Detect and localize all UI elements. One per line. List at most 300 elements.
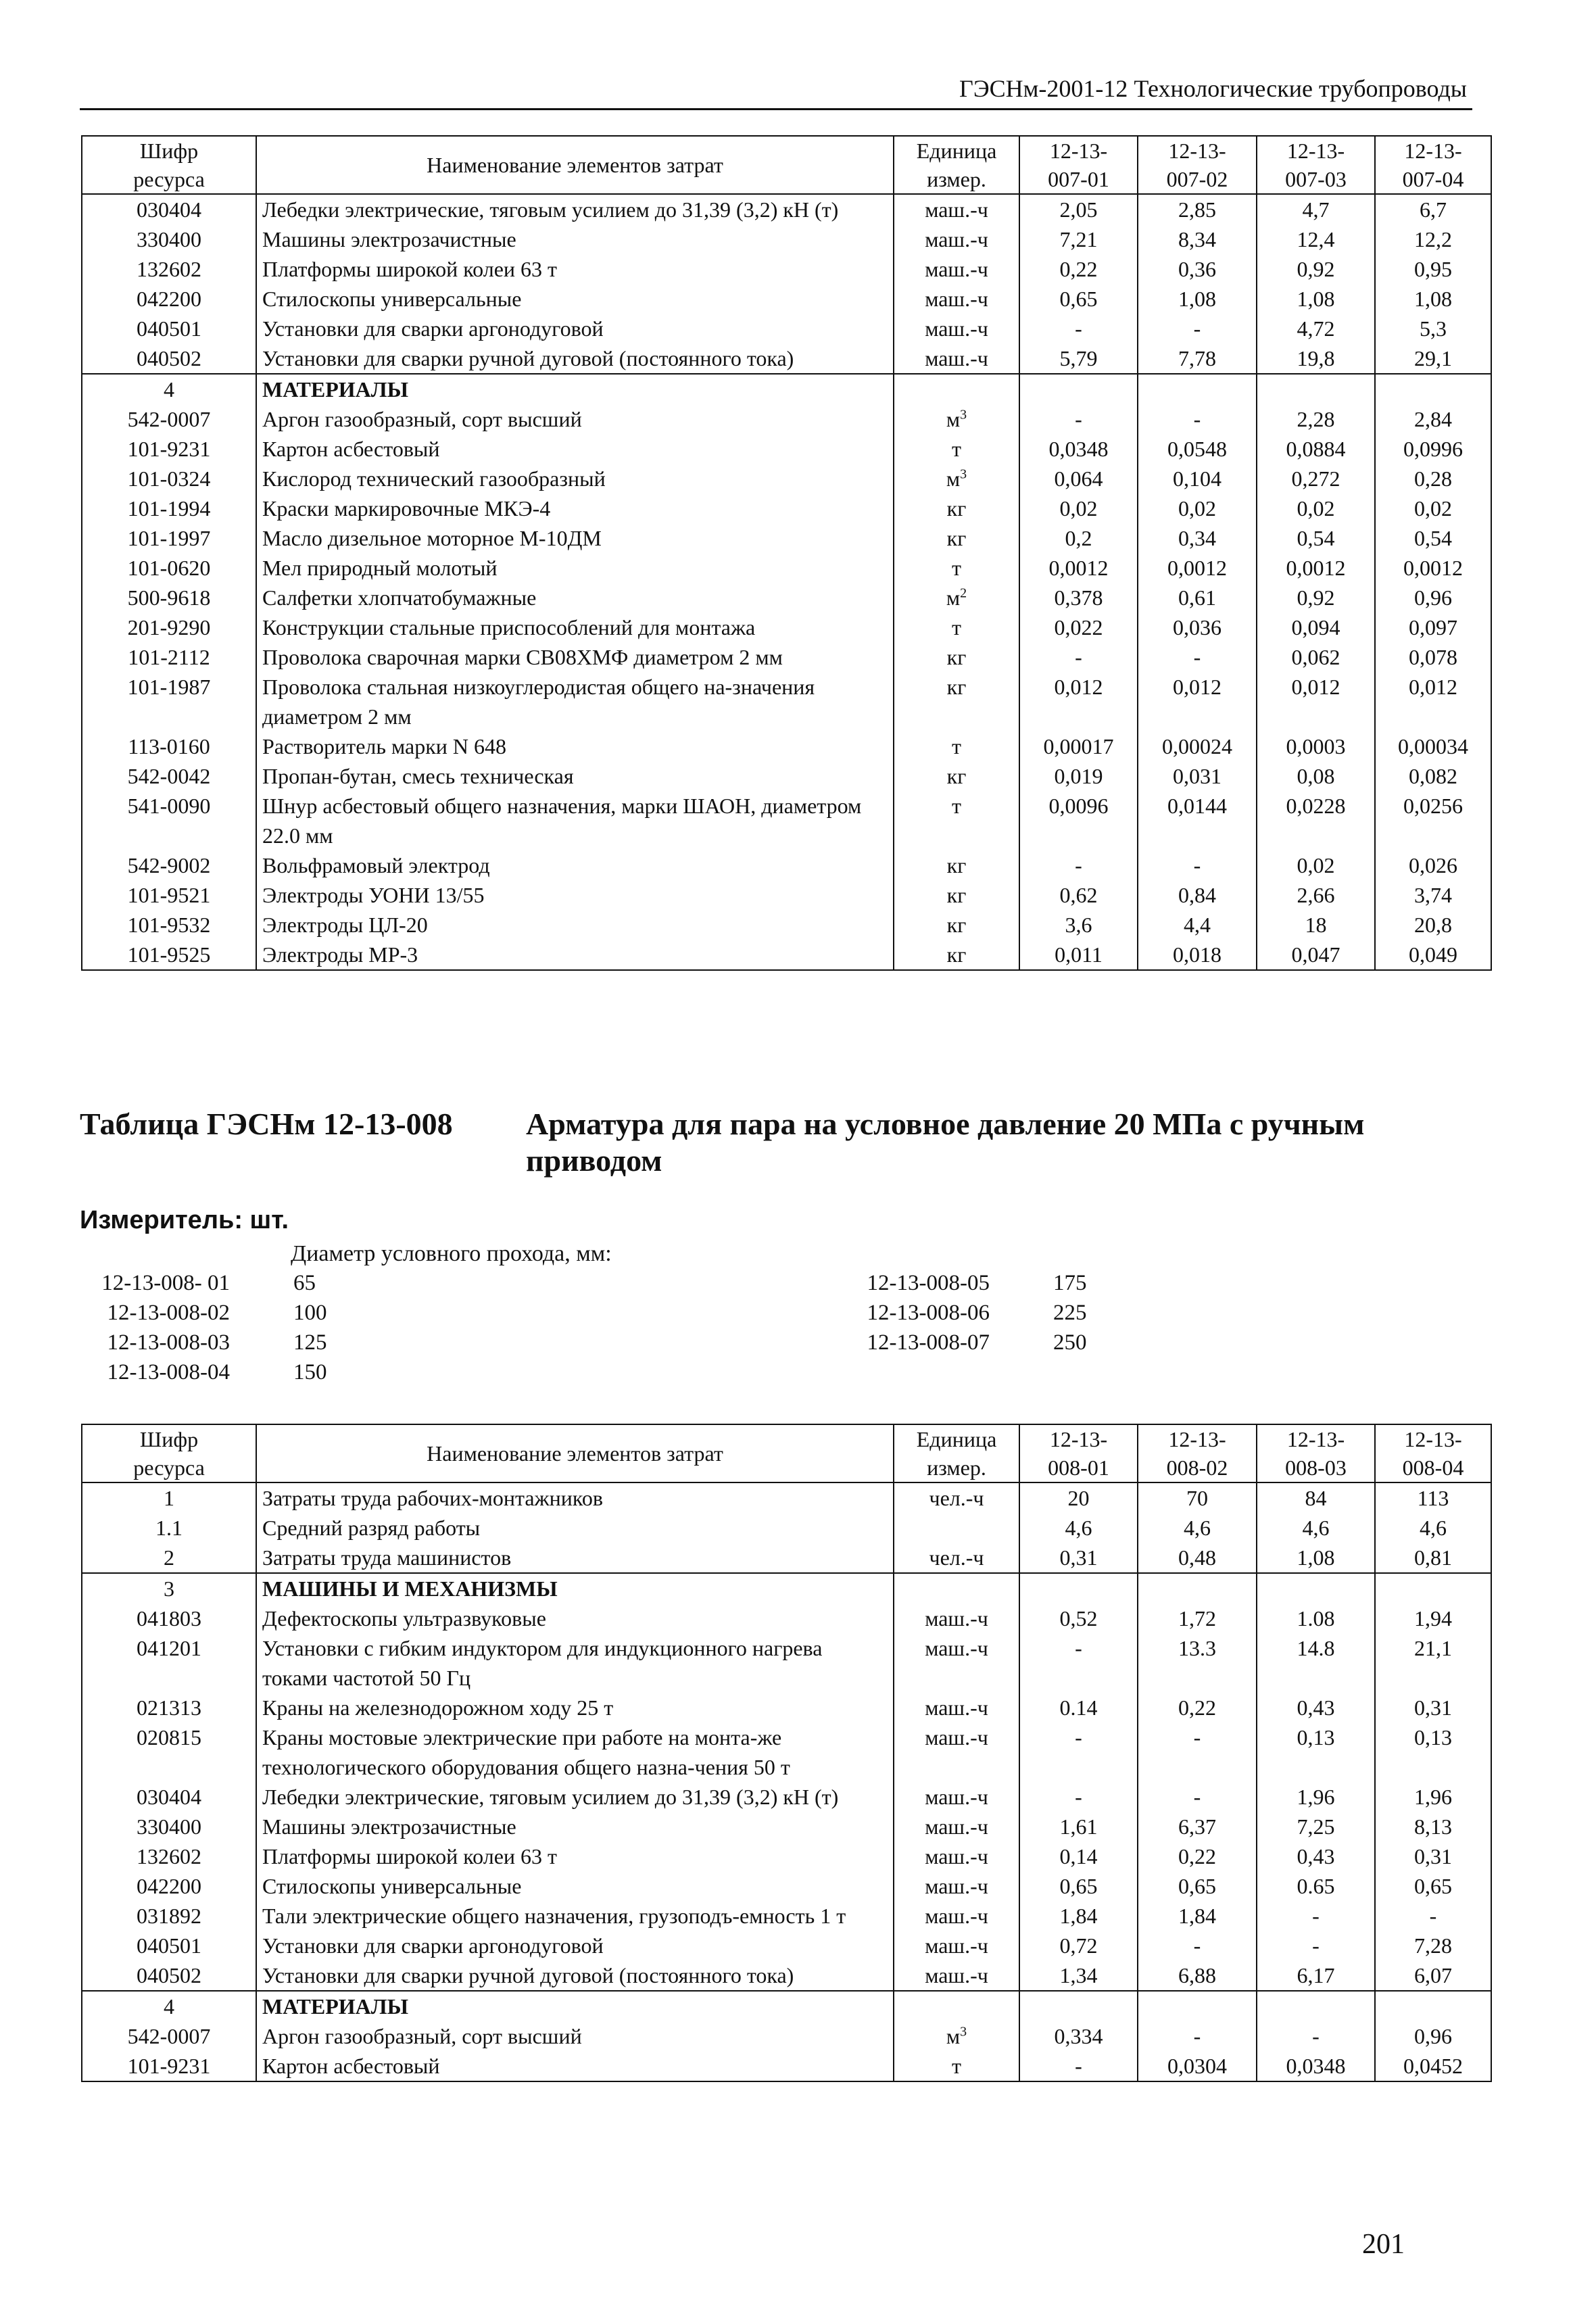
header-col-1: 12-13- 008-01 [1019, 1424, 1138, 1482]
table-row [82, 583, 1491, 612]
unit-text: кг [946, 853, 967, 877]
value-cell: 2,05 [1019, 194, 1138, 224]
unit-text: маш.-ч [925, 1695, 988, 1720]
value-cell: 0,0003 [1257, 731, 1375, 761]
value-cell: 0,84 [1138, 880, 1257, 910]
value-cell: 0,036 [1138, 612, 1257, 642]
resource-code: 101-1994 [82, 493, 256, 523]
value-cell: 1,61 [1019, 1812, 1138, 1841]
value-cell [1257, 374, 1375, 404]
value-cell: 2,66 [1257, 880, 1375, 910]
value-cell: - [1257, 1931, 1375, 1960]
running-title: ГЭСНм-2001-12 Технологические трубопроводы [959, 75, 1467, 102]
resource-name: Платформы широкой колеи 63 т [256, 254, 894, 284]
resource-name: Шнур асбестовый общего назначения, марки ШАОН, диаметром 22.0 мм [256, 791, 894, 850]
value-cell: 0,012 [1257, 672, 1375, 731]
value-cell: 6,7 [1375, 194, 1491, 224]
table-row [82, 254, 1491, 284]
running-header [80, 73, 1472, 110]
value-cell: 1,96 [1375, 1782, 1491, 1812]
value-cell: 0,14 [1019, 1841, 1138, 1871]
unit-text: т [952, 794, 961, 818]
resource-code: 040501 [82, 1931, 256, 1960]
resource-name: Электроды ЦЛ-20 [256, 910, 894, 940]
value-cell: 0,0548 [1138, 434, 1257, 464]
diameter-row: 12-13-008-02 100 [107, 1301, 327, 1325]
unit-text: кг [946, 942, 967, 967]
resource-name: Лебедки электрические, тяговым усилием до 31,39 (3,2) кН (т) [256, 194, 894, 224]
value-cell: 6,07 [1375, 1960, 1491, 1991]
resource-name: Затраты труда машинистов [256, 1543, 894, 1573]
value-cell: 0,02 [1375, 493, 1491, 523]
value-cell: 0,104 [1138, 464, 1257, 493]
value-cell: 0,334 [1019, 2021, 1138, 2051]
resource-code: 330400 [82, 1812, 256, 1841]
header-col-1: 12-13- 007-01 [1019, 136, 1138, 194]
value-cell: - [1138, 642, 1257, 672]
resource-name: Проволока стальная низкоуглеродистая общего на-значения диаметром 2 мм [256, 672, 894, 731]
unit-cell [894, 553, 1019, 583]
value-cell: 0,00017 [1019, 731, 1138, 761]
value-cell: 0,43 [1257, 1693, 1375, 1722]
resource-name: Средний разряд работы [256, 1513, 894, 1543]
table-row [82, 940, 1491, 970]
value-cell: 3,74 [1375, 880, 1491, 910]
unit-text: маш.-ч [925, 1606, 988, 1631]
value-cell: 0,43 [1257, 1841, 1375, 1871]
value-cell: 20,8 [1375, 910, 1491, 940]
header-col-4: 12-13- 008-04 [1375, 1424, 1491, 1482]
value-cell: 0,95 [1375, 254, 1491, 284]
diameter-row: 12-13-008-07 250 [867, 1330, 1087, 1355]
value-cell: 0,0012 [1019, 553, 1138, 583]
diameter-title: Диаметр условного прохода, мм: [291, 1241, 612, 1266]
resource-code: 031892 [82, 1901, 256, 1931]
resource-code: 330400 [82, 224, 256, 254]
resource-name: Кислород технический газообразный [256, 464, 894, 493]
unit-text: маш.-ч [925, 1725, 988, 1750]
table-row [82, 1722, 1491, 1782]
value-cell: 0,0228 [1257, 791, 1375, 850]
unit-text: маш.-ч [925, 227, 988, 251]
unit-text: маш.-ч [925, 287, 988, 311]
value-cell: 0,012 [1019, 672, 1138, 731]
value-cell: 0,02 [1019, 493, 1138, 523]
value-cell [1138, 374, 1257, 404]
value-cell [1375, 1991, 1491, 2021]
header-col-3: 12-13- 007-03 [1257, 136, 1375, 194]
resource-name: МАТЕРИАЛЫ [256, 374, 894, 404]
value-cell: 84 [1257, 1482, 1375, 1513]
unit-text: маш.-ч [925, 1904, 988, 1928]
value-cell: 0,019 [1019, 761, 1138, 791]
table-row [82, 2021, 1491, 2051]
value-cell: - [1019, 314, 1138, 343]
value-cell: 12,2 [1375, 224, 1491, 254]
unit-exponent: 3 [960, 407, 967, 423]
table-row [82, 434, 1491, 464]
header-name: Наименование элементов затрат [256, 136, 894, 194]
value-cell: 0,96 [1375, 2021, 1491, 2051]
value-cell: 0,81 [1375, 1543, 1491, 1573]
value-cell: 0,0012 [1138, 553, 1257, 583]
diameter-row: 12-13-008- 01 65 [101, 1271, 316, 1295]
table-row [82, 194, 1491, 224]
value-cell: 12,4 [1257, 224, 1375, 254]
unit-text: м [946, 407, 961, 431]
table-row [82, 1841, 1491, 1871]
value-cell: - [1019, 2051, 1138, 2081]
value-cell: 6,37 [1138, 1812, 1257, 1841]
resource-name: Мел природный молотый [256, 553, 894, 583]
unit-cell [894, 1513, 1019, 1543]
value-cell: - [1138, 404, 1257, 434]
value-cell: 0,02 [1138, 493, 1257, 523]
value-cell [1375, 1573, 1491, 1603]
value-cell: 7,28 [1375, 1931, 1491, 1960]
resource-name: Масло дизельное моторное М-10ДМ [256, 523, 894, 553]
value-cell: 1,08 [1257, 1543, 1375, 1573]
resource-name: Картон асбестовый [256, 434, 894, 464]
unit-cell [894, 850, 1019, 880]
table-row [82, 880, 1491, 910]
unit-cell [894, 493, 1019, 523]
value-cell [1019, 374, 1138, 404]
value-cell: 0,097 [1375, 612, 1491, 642]
resource-name: Стилоскопы универсальные [256, 284, 894, 314]
unit-cell [894, 1633, 1019, 1693]
unit-cell [894, 1960, 1019, 1991]
value-cell [1138, 1991, 1257, 2021]
resource-code: 541-0090 [82, 791, 256, 850]
table-row [82, 642, 1491, 672]
value-cell: 0,52 [1019, 1603, 1138, 1633]
table-row [82, 343, 1491, 374]
table-row [82, 314, 1491, 343]
unit-cell [894, 1722, 1019, 1782]
unit-cell [894, 612, 1019, 642]
value-cell: 3,6 [1019, 910, 1138, 940]
table-row [82, 1693, 1491, 1722]
value-cell [1257, 1573, 1375, 1603]
value-cell: 0,026 [1375, 850, 1491, 880]
value-cell: 0,34 [1138, 523, 1257, 553]
value-cell: 13.3 [1138, 1633, 1257, 1693]
resource-code: 040502 [82, 1960, 256, 1991]
value-cell: 1,08 [1257, 284, 1375, 314]
value-cell: 1,34 [1019, 1960, 1138, 1991]
resource-name: Краны мостовые электрические при работе на монта-же технологического оборудования общего назна-чения 50 т [256, 1722, 894, 1782]
resource-code: 500-9618 [82, 583, 256, 612]
table-row [82, 791, 1491, 850]
value-cell: 4,4 [1138, 910, 1257, 940]
value-cell: - [1138, 1782, 1257, 1812]
unit-text: маш.-ч [925, 1933, 988, 1958]
value-cell: 0,54 [1375, 523, 1491, 553]
resource-name: Картон асбестовый [256, 2051, 894, 2081]
value-cell: 0,22 [1019, 254, 1138, 284]
value-cell: 0,2 [1019, 523, 1138, 553]
unit-cell [894, 1693, 1019, 1722]
value-cell: 0,65 [1019, 1871, 1138, 1901]
unit-text: маш.-ч [925, 1844, 988, 1868]
table-row [82, 1812, 1491, 1841]
value-cell: 1,84 [1138, 1901, 1257, 1931]
value-cell: 0,61 [1138, 583, 1257, 612]
value-cell: 0,0144 [1138, 791, 1257, 850]
unit-text: кг [946, 496, 967, 521]
value-cell: 1,08 [1375, 284, 1491, 314]
resource-code: 542-0042 [82, 761, 256, 791]
unit-text: м [946, 2024, 961, 2048]
value-cell: 21,1 [1375, 1633, 1491, 1693]
value-cell: - [1138, 314, 1257, 343]
value-cell: 2,28 [1257, 404, 1375, 434]
value-cell: 0,031 [1138, 761, 1257, 791]
unit-text: маш.-ч [925, 1814, 988, 1839]
value-cell: - [1019, 404, 1138, 434]
unit-cell [894, 672, 1019, 731]
value-cell: 14.8 [1257, 1633, 1375, 1693]
header-code: Шифр ресурса [82, 136, 256, 194]
unit-cell [894, 1841, 1019, 1871]
header-col-4: 12-13- 007-04 [1375, 136, 1491, 194]
unit-text: маш.-ч [925, 1785, 988, 1809]
resource-code: 113-0160 [82, 731, 256, 761]
value-cell: 0,62 [1019, 880, 1138, 910]
unit-cell [894, 464, 1019, 493]
unit-cell [894, 224, 1019, 254]
resource-code: 201-9290 [82, 612, 256, 642]
unit-cell [894, 583, 1019, 612]
value-cell: 0,022 [1019, 612, 1138, 642]
value-cell: 0,0996 [1375, 434, 1491, 464]
section-row [82, 1573, 1491, 1603]
unit-cell [894, 1901, 1019, 1931]
value-cell [1257, 1991, 1375, 2021]
resource-name: Электроды УОНИ 13/55 [256, 880, 894, 910]
value-cell: 0,65 [1375, 1871, 1491, 1901]
unit-text: чел.-ч [929, 1545, 984, 1570]
table-row [82, 1603, 1491, 1633]
resource-name: Установки с гибким индуктором для индукционного нагрева токами частотой 50 Гц [256, 1633, 894, 1693]
value-cell: 0,049 [1375, 940, 1491, 970]
header-unit: Единица измер. [894, 136, 1019, 194]
value-cell: 0,012 [1375, 672, 1491, 731]
unit-cell [894, 1482, 1019, 1513]
table-row [82, 1960, 1491, 1991]
table-row [82, 1633, 1491, 1693]
unit-cell [894, 1812, 1019, 1841]
header-col-3: 12-13- 008-03 [1257, 1424, 1375, 1482]
table-row [82, 1901, 1491, 1931]
diameter-row: 12-13-008-06 225 [867, 1301, 1087, 1325]
value-cell: 8,34 [1138, 224, 1257, 254]
unit-cell [894, 731, 1019, 761]
value-cell: - [1375, 1901, 1491, 1931]
table-row [82, 2051, 1491, 2081]
value-cell: 0,012 [1138, 672, 1257, 731]
value-cell: 1,94 [1375, 1603, 1491, 1633]
unit-cell [894, 374, 1019, 404]
resource-name: Установки для сварки ручной дуговой (постоянного тока) [256, 343, 894, 374]
value-cell: 1.08 [1257, 1603, 1375, 1633]
value-cell: 0,48 [1138, 1543, 1257, 1573]
value-cell: 6,88 [1138, 1960, 1257, 1991]
header-col-2: 12-13- 007-02 [1138, 136, 1257, 194]
value-cell: 2,85 [1138, 194, 1257, 224]
table-row [82, 553, 1491, 583]
unit-cell [894, 343, 1019, 374]
unit-cell [894, 1543, 1019, 1573]
value-cell: 0,65 [1019, 284, 1138, 314]
value-cell: 0,064 [1019, 464, 1138, 493]
value-cell: 0.14 [1019, 1693, 1138, 1722]
value-cell: 0,28 [1375, 464, 1491, 493]
value-cell: 1,96 [1257, 1782, 1375, 1812]
resource-code: 021313 [82, 1693, 256, 1722]
table-row [82, 1931, 1491, 1960]
unit-cell [894, 404, 1019, 434]
value-cell: 0,02 [1257, 493, 1375, 523]
unit-exponent: 2 [960, 585, 967, 601]
resource-name: Установки для сварки аргонодуговой [256, 314, 894, 343]
unit-text: кг [946, 764, 967, 788]
table-row [82, 761, 1491, 791]
value-cell: - [1138, 1722, 1257, 1782]
resource-code: 042200 [82, 284, 256, 314]
unit-text: м [946, 466, 961, 491]
resource-code: 030404 [82, 194, 256, 224]
value-cell: 2,84 [1375, 404, 1491, 434]
unit-cell [894, 642, 1019, 672]
value-cell: 0,22 [1138, 1693, 1257, 1722]
table-row [82, 910, 1491, 940]
value-cell: 0,011 [1019, 940, 1138, 970]
table-label: Таблица ГЭСНм 12-13-008 [80, 1107, 453, 1141]
value-cell: 0,0012 [1257, 553, 1375, 583]
unit-cell [894, 314, 1019, 343]
resource-name: Аргон газообразный, сорт высший [256, 2021, 894, 2051]
unit-text: м [946, 585, 961, 610]
resource-name: Машины электрозачистные [256, 224, 894, 254]
value-cell: 7,21 [1019, 224, 1138, 254]
value-cell: 1,72 [1138, 1603, 1257, 1633]
resource-code: 101-1997 [82, 523, 256, 553]
value-cell: 0,0304 [1138, 2051, 1257, 2081]
table-row [82, 1782, 1491, 1812]
value-cell: 0,094 [1257, 612, 1375, 642]
resource-code: 041201 [82, 1633, 256, 1693]
resource-name: Стилоскопы универсальные [256, 1871, 894, 1901]
resource-code: 101-1987 [82, 672, 256, 731]
resource-code: 020815 [82, 1722, 256, 1782]
resource-name: МАШИНЫ И МЕХАНИЗМЫ [256, 1573, 894, 1603]
value-cell: 0,13 [1257, 1722, 1375, 1782]
value-cell: 0,65 [1138, 1871, 1257, 1901]
table-header [82, 136, 1491, 194]
value-cell: 0,31 [1375, 1841, 1491, 1871]
value-cell: 20 [1019, 1482, 1138, 1513]
resource-code: 042200 [82, 1871, 256, 1901]
value-cell: 0,047 [1257, 940, 1375, 970]
resource-code: 101-0324 [82, 464, 256, 493]
header-code: Шифр ресурса [82, 1424, 256, 1482]
value-cell: 0,08 [1257, 761, 1375, 791]
resource-name: Салфетки хлопчатобумажные [256, 583, 894, 612]
unit-exponent: 3 [960, 2024, 967, 2040]
resource-name: Платформы широкой колеи 63 т [256, 1841, 894, 1871]
resource-code: 542-0007 [82, 2021, 256, 2051]
resource-table-008 [81, 1424, 1492, 2082]
unit-exponent: 3 [960, 466, 967, 482]
resource-code: 040501 [82, 314, 256, 343]
unit-cell [894, 434, 1019, 464]
unit-cell [894, 2021, 1019, 2051]
value-cell: 0,378 [1019, 583, 1138, 612]
resource-name: Машины электрозачистные [256, 1812, 894, 1841]
value-cell: - [1019, 642, 1138, 672]
resource-name: Проволока сварочная марки СВ08ХМФ диаметром 2 мм [256, 642, 894, 672]
resource-name: Вольфрамовый электрод [256, 850, 894, 880]
resource-code: 2 [82, 1543, 256, 1573]
resource-name: Электроды МР-3 [256, 940, 894, 970]
value-cell: 0.65 [1257, 1871, 1375, 1901]
resource-name: Аргон газообразный, сорт высший [256, 404, 894, 434]
resource-name: Лебедки электрические, тяговым усилием до 31,39 (3,2) кН (т) [256, 1782, 894, 1812]
value-cell: 0,92 [1257, 583, 1375, 612]
resource-code: 4 [82, 374, 256, 404]
unit-cell [894, 2051, 1019, 2081]
unit-text: кг [946, 913, 967, 937]
value-cell: - [1138, 850, 1257, 880]
unit-text: маш.-ч [925, 1874, 988, 1898]
table-row [82, 850, 1491, 880]
table-row [82, 672, 1491, 731]
resource-code: 101-9525 [82, 940, 256, 970]
section-row [82, 374, 1491, 404]
resource-code: 101-0620 [82, 553, 256, 583]
resource-code: 132602 [82, 254, 256, 284]
value-cell: 70 [1138, 1482, 1257, 1513]
value-cell: 4,72 [1257, 314, 1375, 343]
unit-text: кг [946, 675, 967, 699]
diameter-row: 12-13-008-03 125 [107, 1330, 327, 1355]
value-cell: 0,0012 [1375, 553, 1491, 583]
value-cell: - [1019, 1722, 1138, 1782]
table-row [82, 493, 1491, 523]
resource-table-007 [81, 135, 1492, 971]
table-row [82, 404, 1491, 434]
value-cell: - [1138, 1931, 1257, 1960]
value-cell: 0,00024 [1138, 731, 1257, 761]
unit-text: маш.-ч [925, 316, 988, 341]
value-cell: - [1138, 2021, 1257, 2051]
value-cell: - [1257, 1901, 1375, 1931]
resource-code: 041803 [82, 1603, 256, 1633]
unit-text: т [952, 437, 961, 461]
value-cell: - [1019, 1782, 1138, 1812]
resource-name: Краски маркировочные МКЭ-4 [256, 493, 894, 523]
unit-text: маш.-ч [925, 197, 988, 222]
resource-name: Краны на железнодорожном ходу 25 т [256, 1693, 894, 1722]
resource-code: 101-9231 [82, 434, 256, 464]
value-cell: 0,062 [1257, 642, 1375, 672]
resource-name: Затраты труда рабочих-монтажников [256, 1482, 894, 1513]
table-row [82, 612, 1491, 642]
value-cell [1019, 1573, 1138, 1603]
measure-unit: Измеритель: шт. [80, 1206, 289, 1234]
